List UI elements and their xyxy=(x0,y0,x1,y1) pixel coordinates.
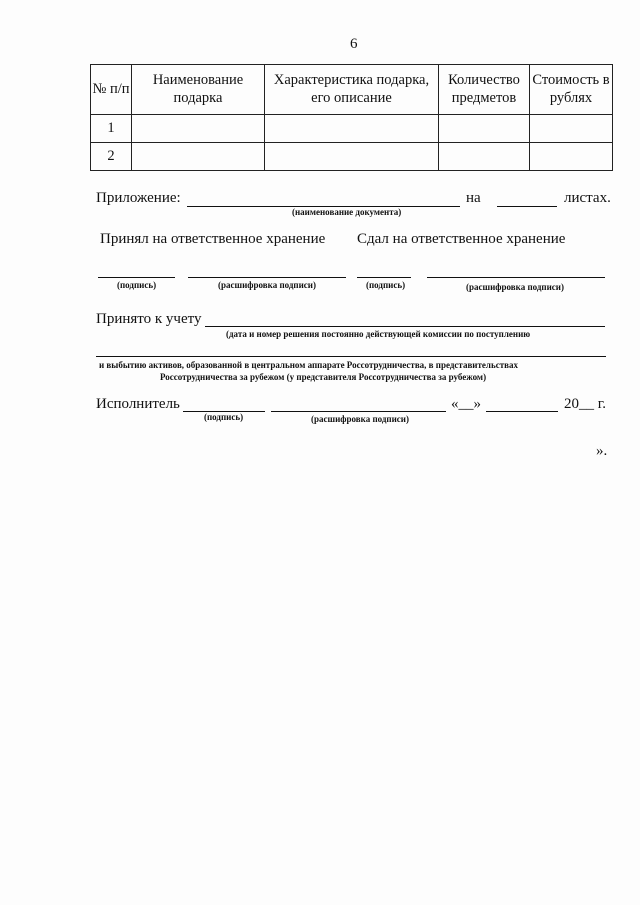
cell xyxy=(265,115,439,143)
header-description: Характеристика подарка, его описание xyxy=(265,65,439,115)
table-row xyxy=(91,143,613,171)
executor-label: Исполнитель xyxy=(96,396,180,412)
caption-name: (расшифровка подписи) xyxy=(218,280,316,290)
caption-sign: (подпись) xyxy=(366,280,406,290)
cell xyxy=(132,143,265,171)
executor-caption-name: (расшифровка подписи) xyxy=(311,414,409,424)
header-cost: Стоимость в рублях xyxy=(530,65,613,115)
header-name: Наименование подарка xyxy=(132,65,265,115)
executor-name-line xyxy=(271,411,446,412)
header-quantity: Количество предметов xyxy=(439,65,530,115)
cell xyxy=(265,143,439,171)
accounting-caption-3: Россотрудничества за рубежом (у представителя Россотрудничества за рубежом) xyxy=(160,372,487,382)
sheets-field xyxy=(497,206,557,207)
accounting-caption-2: и выбытию активов, образованной в центральном аппарате Россотрудничества, в представительствах xyxy=(99,360,518,370)
closing-quote: ». xyxy=(596,443,608,459)
table-row xyxy=(91,115,613,143)
table-header-row xyxy=(91,65,613,115)
accepted-storage: Принял на ответственное хранение xyxy=(100,231,326,247)
signature-line xyxy=(357,277,411,278)
cell: 1 xyxy=(91,115,132,143)
appendix-on: на xyxy=(466,190,481,206)
accounting-label: Принято к учету xyxy=(96,311,202,327)
caption-sign: (подпись) xyxy=(117,280,157,290)
cell: 2 xyxy=(91,143,132,171)
date-month-line xyxy=(486,411,558,412)
date-day: «__» xyxy=(451,396,481,412)
signature-line xyxy=(427,277,605,278)
signature-line xyxy=(98,277,175,278)
page-number: 6 xyxy=(350,36,358,52)
appendix-label: Приложение: xyxy=(96,190,181,206)
executor-caption-sign: (подпись) xyxy=(204,412,244,422)
cell xyxy=(439,143,530,171)
handed-storage: Сдал на ответственное хранение xyxy=(357,231,566,247)
accounting-field xyxy=(205,326,605,327)
accounting-field-2 xyxy=(96,356,606,357)
cell xyxy=(132,115,265,143)
accounting-caption-1: (дата и номер решения постоянно действующей комиссии по поступлению xyxy=(226,329,531,339)
signature-line xyxy=(188,277,346,278)
appendix-sheets: листах. xyxy=(564,190,611,206)
gifts-table xyxy=(90,64,613,171)
appendix-caption: (наименование документа) xyxy=(292,207,402,217)
date-year: 20__ г. xyxy=(564,396,606,412)
cell xyxy=(530,143,613,171)
cell xyxy=(530,115,613,143)
caption-name: (расшифровка подписи) xyxy=(466,282,564,292)
header-num: № п/п xyxy=(91,65,132,115)
cell xyxy=(439,115,530,143)
